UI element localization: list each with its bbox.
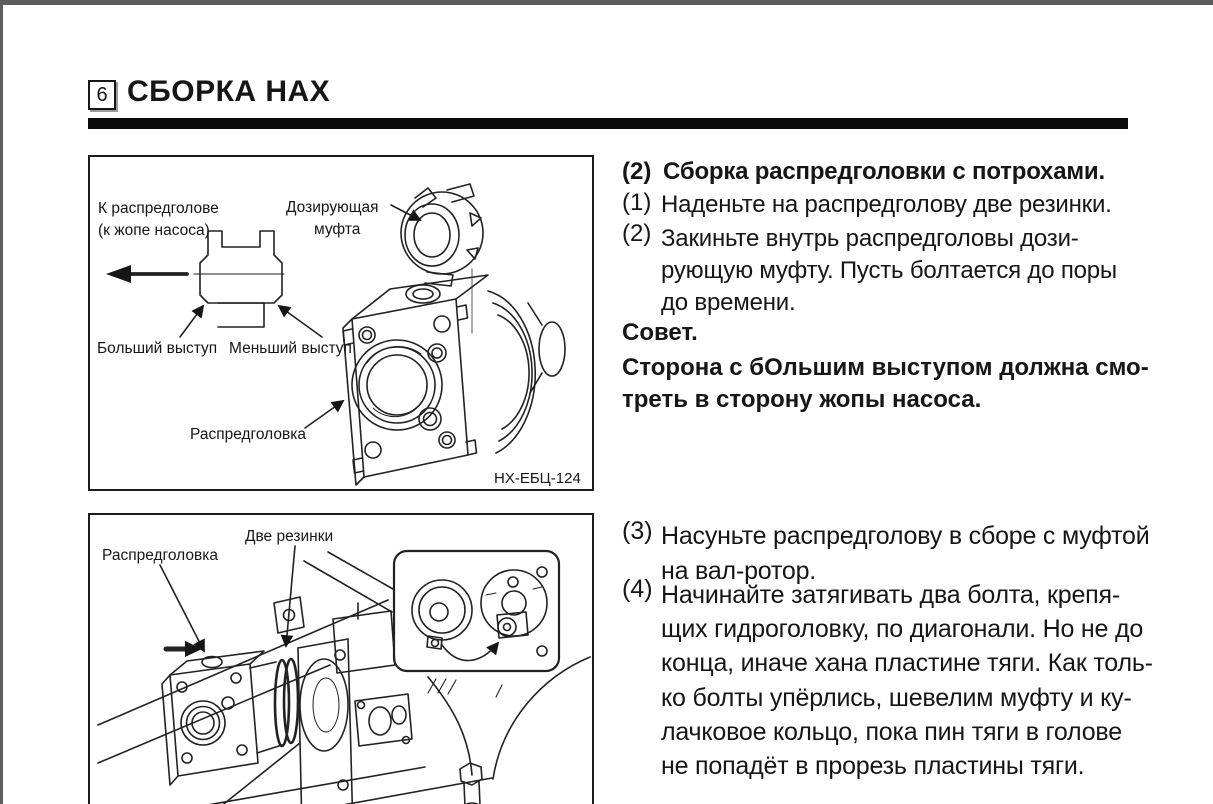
figure-code: НХ-ЕБЦ-124 [494,470,581,487]
step-1-number: (1) [622,189,652,216]
tip-heading: Совет. [622,319,698,346]
page-title: СБОРКА НАХ [127,75,331,108]
figure-top [88,155,594,491]
label-head: Распредголовка [190,426,306,443]
instructions-heading: Сборка распредголовки с потрохами. [663,158,1105,185]
tip-text: Сторона с бОльшим выступом должна смо- треть в сторону жопы насоса. [622,354,1149,413]
section-number: 6 [96,84,108,106]
figure-top-drawing [90,157,592,489]
step-4-number: (4) [622,575,653,603]
step-2-number: (2) [622,220,652,247]
label-small-lug: Меньший выступ [229,340,352,357]
figure-bottom [88,513,594,804]
label-sleeve-line2: муфта [314,221,361,238]
section-number-box [88,80,116,110]
step-3-number: (3) [622,517,653,545]
label-big-lug: Больший выступ [97,340,218,357]
heading-number: (2) [622,158,652,185]
step-2-text: Закиньте внутрь распредголовы дози- рующую муфту. Пусть болтается до поры до времени. [661,225,1117,316]
figure-bottom-drawing [90,515,592,804]
step-4-text: Начинайте затягивать два болта, крепя- щих гидроголовку, по диагонали. Но не до конца, иначе хана пластине тяги. Как толь- ко болты упёрлись, шевелим муфту и ку- лачковое кольцо, пока пин тяги в голове не попадёт в прорезь пластины тяги. [661,581,1153,780]
label-sleeve-line1: Дозирующая [286,199,379,216]
scan-left-edge [0,0,3,804]
step-1-text: Наденьте на распредголову две резинки. [661,191,1112,218]
label-to-head-line2: (к жопе насоса) [98,222,210,239]
label-rubbers: Две резинки [245,528,334,545]
label-head-2: Распредголовка [102,547,218,564]
title-rule [88,118,1128,129]
step-3-text: Насуньте распредголову в сборе с муфтой на вал-ротор. [661,522,1150,585]
scan-top-edge [0,0,1213,5]
label-to-head-line1: К распредголове [98,200,219,217]
